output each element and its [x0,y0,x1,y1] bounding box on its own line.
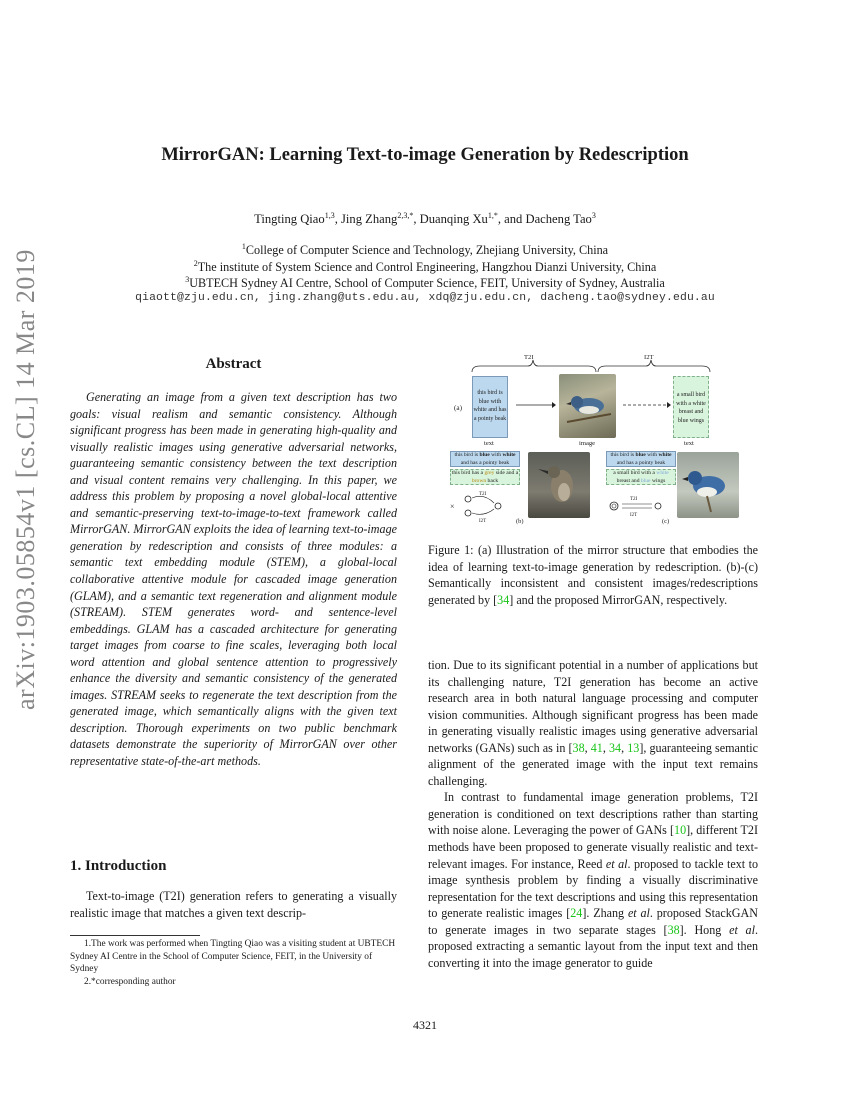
citation-link[interactable]: 24 [570,906,583,921]
citation-link[interactable]: 34 [497,592,510,607]
b-redesc-pre: this bird has a [451,470,485,476]
svg-text:I2T: I2T [630,513,638,518]
panel-b-label: (b) [516,518,524,525]
right-column-body [428,657,758,971]
c-redesc-pre: a small bird with a [613,470,657,476]
author-sep: , [334,212,341,226]
footnote-rule [70,935,200,936]
abstract-heading: Abstract [205,356,262,372]
arxiv-id: arXiv:1903.05854v1 [cs.CL] 14 Mar 2019 [11,249,40,710]
affiliation-sup: 2 [193,258,198,268]
author-sep: , and [497,212,526,226]
c-redescription [606,469,676,485]
svg-text:T2I: T2I [630,497,638,502]
c-bird-icon [677,452,739,518]
intro-body [70,888,397,921]
column-label-text-2: text [684,440,694,447]
c-redesc-white: white [656,470,669,476]
output-text: a small bird with a white breast and blue wings [676,392,706,424]
input-text: this bird is blue with white and has a pointy beak [473,390,507,422]
author-sup: 3 [591,210,596,220]
et-al: et al [729,922,755,937]
affiliation-3 [0,276,850,291]
et-al: et al [605,856,628,871]
section-heading-introduction: 1. Introduction [70,858,167,874]
c-cap-blue: blue [635,452,646,458]
b-redesc-post: back [486,477,499,484]
citation-link[interactable]: 10 [674,823,687,838]
bird-icon [559,374,616,438]
text-run: ], different T2I methods have been proposed to generate visually realistic and text-relevant images. For instance, Reed [428,823,758,871]
caption-text: Figure 1: (a) Illustration of the mirror structure that embodies the idea of learning text-to-image generation by redescription. (b)-(c) Semantically inconsistent and consistent images/redescriptions generated by [ [428,543,758,607]
affiliation-text: UBTECH Sydney AI Centre, School of Computer Science, FEIT, University of Sydney, Australia [189,276,665,290]
c-redesc-post: wings [650,477,666,484]
c-cap-white: white [658,452,672,458]
text-run: . proposed StackGAN to generate images in two separate stages [ [428,906,758,937]
input-text-box [472,376,508,438]
i2t-label: I2T [644,354,654,361]
paragraph-1: tion. Due to its significant potential in a number of applications but its challenging nature, T2I generation has become an active research area in both natural language processing and computer vision communities. Although significant progress has been made in generating visually realistic images using generative adversarial networks (GANs) such as in [38, 41, 34, 13], guaranteeing semantic alignment of the generated image with the input text remains challenging. [428,658,759,788]
affiliation-sup: 3 [185,274,190,284]
c-cap-post: and has a pointy beak [616,459,666,466]
arxiv-sidebar [11,249,51,770]
t2i-label: T2I [524,354,534,361]
citation-link[interactable]: 34 [608,740,622,755]
affiliation-sup: 1 [241,241,246,251]
b-cap-pre: this bird is [454,452,480,458]
c-redesc-mid: breast and [616,477,641,484]
author-sup: 2,3,* [397,210,414,220]
abstract-text: Generating an image from a given text description has two goals: visual realism and semantic consistency. Although significant progress has been made in generating high-quality and visually realistic images using generative adversarial networks, guaranteeing semantic consistency between the text description and visual content remains very challenging. In this paper, we address this problem by proposing a novel global-local attentive and semantic-preserving text-to-image-to-text framework called MirrorGAN. MirrorGAN exploits the idea of learning text-to-image generation by redescription and consists of three modules: a semantic text embedding module (STEM), a global-local collaborative attentive module for cascaded image generation (GLAM), and a semantic text regeneration and alignment module (STREAM). STEM generates word- and sentence-level embeddings. GLAM has a cascaded architecture for generating target images from coarse to fine scales, leveraging both local word attention and global sentence attention to progressively enhance the diversity and semantic consistency of the generated images. STREAM seeks to regenerate the text description from the generated image, which semantically aligns with the given text description. Thorough experiments on two public benchmark datasets demonstrate the superiority of MirrorGAN over other representative state-of-the-art methods. [70,390,397,769]
author-name: Tingting Qiao [254,212,325,226]
affiliation-2 [0,260,850,275]
figure-1 [440,354,740,532]
text-run: In contrast to fundamental image generation problems, T2I generation is conditioned on text descriptions rather than starting with noise alone. Leveraging the power of GANs [ [428,790,758,838]
text-run: tion. Due to its significant potential in a number of applications but its challenging nature, T2I generation has become an active research area in both natural language processing and computer vision communities. Although significant progress has been made in generating visually realistic images using generative adversarial networks (GANs) such as in [ [428,658,758,755]
paper-title: MirrorGAN: Learning Text-to-image Generation by Redescription [161,145,689,165]
author-name: Jing Zhang [341,212,398,226]
footnote-2: 2.*corresponding author [84,976,176,987]
c-redesc-blue: blue [640,477,651,484]
author-sup: 1,3 [324,210,335,220]
svg-text:×: × [450,502,455,511]
figure-caption [428,542,758,608]
text-run: ]. Hong [679,922,730,937]
b-redescription [450,469,520,485]
text-run: ], guaranteeing semantic alignment of the generated image with the input text remains challenging. [428,740,759,788]
c-cycle-diagram [606,489,686,525]
text-run: . proposed to tackle text to image synthesis problem by finding a visually discriminative representation for the text descriptions and using this representation to generate realistic images [ [428,856,759,921]
output-text-box [673,376,709,438]
footnote-1: 1.The work was performed when Tingting Qiao was a visiting student at UBTECH Sydney AI Centre in the School of Computer Science, FEIT, in the University of Sydney [70,939,396,975]
b-generated-image [528,452,590,518]
b-redesc-mid: side and a [494,470,519,476]
abstract-body [70,389,397,770]
footnotes [70,938,397,988]
text-run: . proposed extracting a semantic layout from the input text and then converting it into the image generator to guide [428,922,758,970]
citation-link[interactable]: 38 [667,922,680,937]
affiliation-1 [0,243,850,258]
c-cap-pre: this bird is [610,452,636,458]
citation-link[interactable]: 38 [572,740,585,755]
author-name: Dacheng Tao [525,212,592,226]
panel-c-label: (c) [662,518,670,525]
i2t-arrow [623,400,671,410]
author-sep: , [413,212,420,226]
c-input-caption [606,451,676,467]
citation-link[interactable]: 13 [627,740,640,755]
b-cap-mid: with [489,452,503,458]
b-redesc-brown: brown [471,477,487,484]
page-number: 4321 [413,1018,437,1032]
et-al: et al [627,906,650,921]
column-label-text: text [484,440,494,447]
c-cap-mid: with [645,452,659,458]
c-generated-image [677,452,739,518]
author-name: Duanqing Xu [419,212,488,226]
citation-link[interactable]: 41 [590,740,603,755]
caption-text-end: ] and the proposed MirrorGAN, respectively. [509,592,728,607]
generated-bird-image [559,374,616,438]
b-redesc-grey: grey [484,470,495,476]
b-bird-icon [528,452,590,518]
intro-text: Text-to-image (T2I) generation refers to generating a visually realistic image that matches a given text descrip- [70,889,397,920]
b-cap-white: white [502,452,516,458]
author-emails: qiaott@zju.edu.cn, jing.zhang@uts.edu.au, xdq@zju.edu.cn, dacheng.tao@sydney.edu.au [135,292,715,304]
t2i-arrow [516,400,556,410]
svg-text:I2T: I2T [479,519,487,524]
svg-text:T2I: T2I [479,492,487,497]
panel-a-label: (a) [454,404,462,412]
b-input-caption [450,451,520,467]
paragraph-2 [428,789,758,971]
b-cap-blue: blue [479,452,490,458]
b-cap-post: and has a pointy beak [460,459,510,466]
text-run: ]. Zhang [582,906,628,921]
column-label-image: image [579,440,596,447]
affiliation-text: College of Computer Science and Technology, Zhejiang University, China [245,243,609,257]
author-list [0,212,850,227]
affiliation-text: The institute of System Science and Control Engineering, Hangzhou Dianzi University, China [197,260,657,274]
author-sup: 1,* [487,210,498,220]
